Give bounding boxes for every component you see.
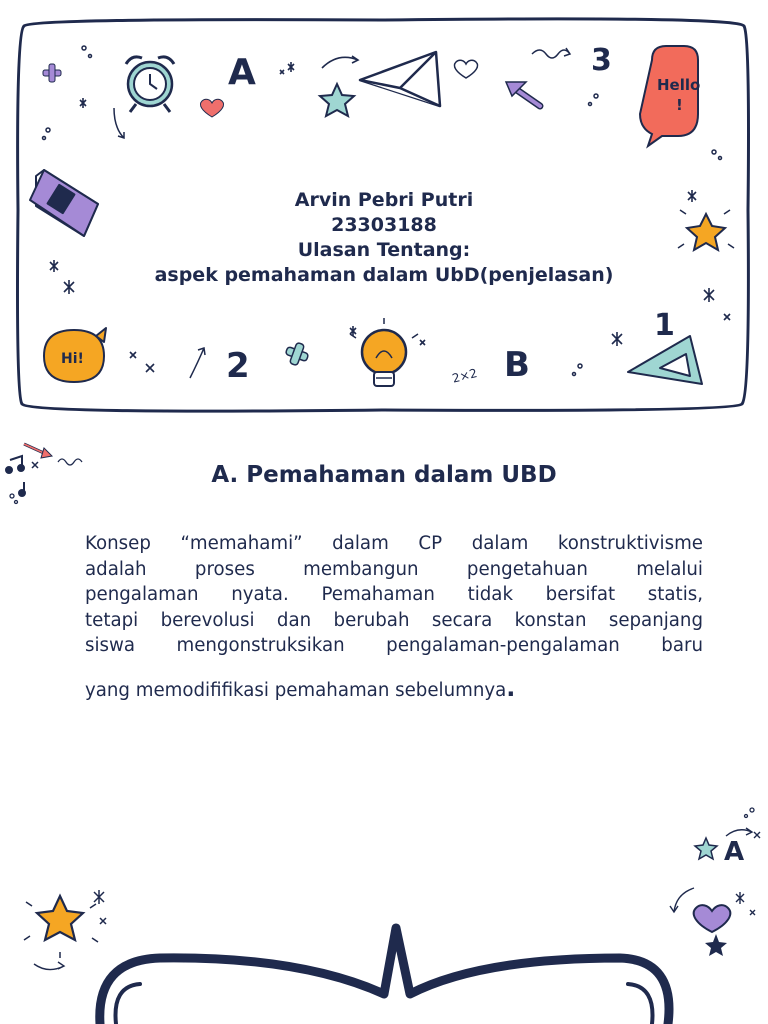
author-name: Arvin Pebri Putri bbox=[294, 189, 474, 211]
section-heading: A. Pemahaman dalam UBD bbox=[211, 462, 557, 488]
letter-a-bottom: A bbox=[724, 837, 745, 867]
dots-icon bbox=[10, 494, 18, 504]
alarm-clock-icon bbox=[126, 57, 174, 112]
student-id: 23303188 bbox=[331, 214, 437, 236]
letter-b: B bbox=[504, 345, 530, 385]
star-icon bbox=[320, 84, 354, 116]
body-paragraph bbox=[85, 531, 703, 659]
topic-title: aspek pemahaman dalam UbD(penjelasan) bbox=[154, 264, 614, 286]
heart-icon bbox=[200, 99, 223, 117]
cover-title-block bbox=[60, 188, 708, 288]
next-frame-edge bbox=[0, 920, 768, 1024]
curved-arrow-icon bbox=[726, 828, 752, 836]
paragraph-line: adalah proses membangun pengetahuan melalui bbox=[85, 558, 703, 580]
paragraph-line: pengalaman nyata. Pemahaman tidak bersifat statis, bbox=[85, 584, 703, 605]
star-icon bbox=[695, 838, 717, 859]
arrow-up-left-icon bbox=[506, 82, 540, 106]
sparkle-icon bbox=[736, 892, 744, 904]
curved-arrow-icon bbox=[322, 56, 358, 68]
squiggle-arrow-icon bbox=[532, 48, 570, 58]
last-line-text: yang memodififikasi pemahaman sebelumnya bbox=[85, 680, 507, 701]
dots-icon bbox=[745, 808, 755, 818]
sparkle-icon bbox=[754, 832, 760, 838]
letter-a-top: A bbox=[228, 52, 256, 93]
hi-bubble-label: Hi! bbox=[61, 351, 84, 367]
paragraph-line: tetapi berevolusi dan berubah secara konstan sepanjang bbox=[85, 609, 703, 631]
number-3: 3 bbox=[591, 43, 612, 78]
math-note: 2×2 bbox=[450, 365, 479, 386]
hello-bubble-line1: Hello bbox=[657, 76, 701, 94]
number-2: 2 bbox=[226, 346, 250, 386]
paragraph-line: Konsep “memahami” dalam CP dalam konstruktivisme bbox=[85, 533, 703, 554]
hello-bubble bbox=[640, 46, 700, 146]
curved-arrow-icon bbox=[114, 108, 124, 138]
plus-teal-icon bbox=[285, 342, 308, 365]
plus-icon bbox=[43, 64, 61, 82]
hello-bubble-line2: ! bbox=[676, 96, 683, 114]
sparkle-icon bbox=[750, 910, 755, 915]
last-line-period: . bbox=[506, 674, 516, 702]
triangle-ruler-icon bbox=[628, 336, 702, 384]
number-1: 1 bbox=[654, 308, 675, 343]
hi-bubble bbox=[44, 328, 106, 382]
paragraph-last-line bbox=[85, 676, 703, 703]
heart-outline-icon bbox=[454, 60, 477, 78]
arrow-up-icon bbox=[190, 348, 205, 378]
curved-arrow-icon bbox=[670, 888, 694, 912]
light-bulb-icon bbox=[350, 318, 418, 386]
review-label: Ulasan Tentang: bbox=[297, 239, 471, 261]
paragraph-line: siswa mengonstruksikan pengalaman-pengalaman baru bbox=[85, 635, 703, 656]
sparkle-icon bbox=[94, 890, 104, 904]
paper-plane-icon bbox=[360, 52, 440, 106]
